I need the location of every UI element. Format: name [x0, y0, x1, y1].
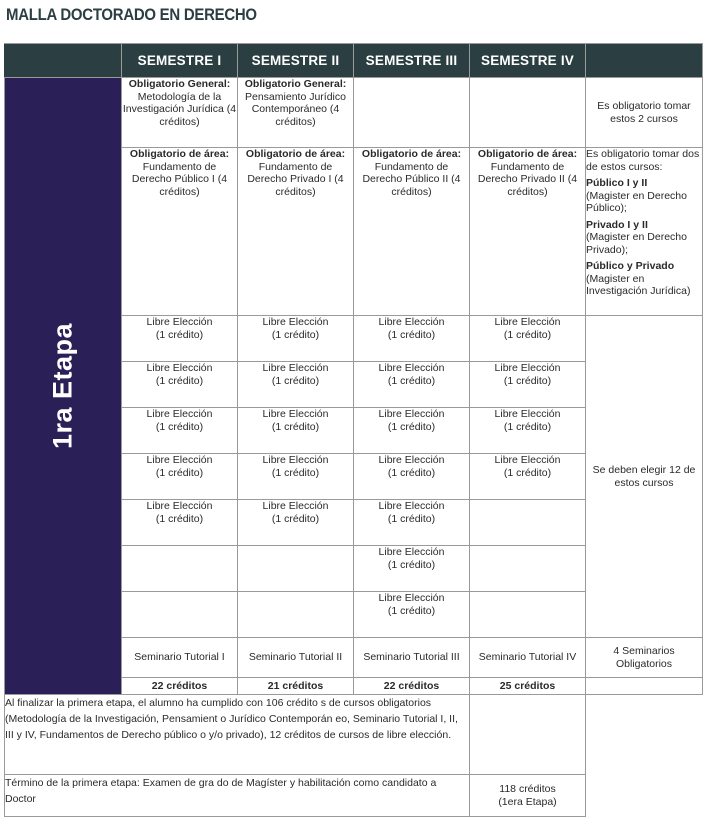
course-cell: Obligatorio General: Metodología de la Investigación Jurídica (4 créditos) — [122, 78, 238, 148]
empty-cell — [470, 546, 586, 592]
side-note-libre: Se deben elegir 12 de estos cursos — [586, 316, 703, 638]
row-obligatorio-general — [5, 78, 703, 148]
empty-cell — [470, 78, 586, 148]
termino-etapa: Término de la primera etapa: Examen de gra do de Magíster y habilitación como candidato a Doctor — [5, 775, 470, 817]
libre-cell: Libre Elección (1 crédito) — [354, 408, 470, 454]
curriculum-table — [4, 43, 703, 817]
page-title: MALLA DOCTORADO EN DERECHO — [6, 5, 257, 24]
course-cell: Obligatorio de área: Fundamento de Derecho Público II (4 créditos) — [354, 148, 470, 316]
libre-cell: Libre Elección (1 crédito) — [238, 500, 354, 546]
row-termino — [5, 775, 703, 817]
etapa-band — [5, 78, 122, 695]
side-note-seminarios: 4 Seminarios Obligatorios — [586, 638, 703, 678]
libre-cell: Libre Elección (1 crédito) — [470, 408, 586, 454]
row-nota-final — [5, 695, 703, 775]
course-cell: Obligatorio de área: Fundamento de Derecho Público I (4 créditos) — [122, 148, 238, 316]
libre-cell: Libre Elección (1 crédito) — [354, 454, 470, 500]
seminario-cell: Seminario Tutorial III — [354, 638, 470, 678]
libre-cell: Libre Elección (1 crédito) — [122, 408, 238, 454]
creditos-cell: 22 créditos — [354, 678, 470, 695]
libre-cell: Libre Elección (1 crédito) — [354, 592, 470, 638]
header-row — [5, 44, 703, 78]
libre-cell: Libre Elección (1 crédito) — [122, 500, 238, 546]
creditos-cell: 21 créditos — [238, 678, 354, 695]
etapa-label: 1ra Etapa — [47, 322, 78, 450]
empty-cell — [354, 78, 470, 148]
header-corner — [5, 44, 122, 78]
libre-cell: Libre Elección (1 crédito) — [238, 316, 354, 362]
seminario-cell: Seminario Tutorial IV — [470, 638, 586, 678]
empty-cell — [470, 592, 586, 638]
libre-cell: Libre Elección (1 crédito) — [470, 454, 586, 500]
libre-cell: Libre Elección (1 crédito) — [470, 316, 586, 362]
header-semestre-3: SEMESTRE III — [354, 44, 470, 78]
side-note-area: Es obligatorio tomar dos de estos cursos: Público I y II (Magister en Derecho Público); Privado I y II (Magister en Derecho Privado); Público y Privado (Magister en Investigación Jurídica) — [586, 148, 703, 316]
side-note: Es obligatorio tomar estos 2 cursos — [586, 78, 703, 148]
course-cell: Obligatorio General: Pensamiento Jurídico Contemporáneo (4 créditos) — [238, 78, 354, 148]
libre-cell: Libre Elección (1 crédito) — [122, 316, 238, 362]
header-side — [586, 44, 703, 78]
nota-final: Al finalizar la primera etapa, el alumno ha cumplido con 106 crédito s de cursos obligatorios (Metodología de la Investigación, Pensamient o Jurídico Contemporán eo, Seminario Tutorial I, II, III y IV, Fundamentos de Derecho público o y/o privado), 12 créditos de cursos de libre elección. — [5, 695, 470, 775]
creditos-cell: 25 créditos — [470, 678, 586, 695]
libre-cell: Libre Elección (1 crédito) — [470, 362, 586, 408]
empty-cell — [470, 695, 586, 775]
seminario-cell: Seminario Tutorial I — [122, 638, 238, 678]
empty-cell — [470, 500, 586, 546]
libre-cell: Libre Elección (1 crédito) — [354, 500, 470, 546]
course-cell: Obligatorio de área: Fundamento de Derecho Privado II (4 créditos) — [470, 148, 586, 316]
course-cell: Obligatorio de área: Fundamento de Derecho Privado I (4 créditos) — [238, 148, 354, 316]
libre-cell: Libre Elección (1 crédito) — [238, 408, 354, 454]
empty-cell — [122, 592, 238, 638]
empty-cell — [238, 546, 354, 592]
seminario-cell: Seminario Tutorial II — [238, 638, 354, 678]
empty-cell — [586, 678, 703, 695]
header-semestre-4: SEMESTRE IV — [470, 44, 586, 78]
creditos-cell: 22 créditos — [122, 678, 238, 695]
empty-cell — [238, 592, 354, 638]
header-semestre-1: SEMESTRE I — [122, 44, 238, 78]
empty-cell — [122, 546, 238, 592]
libre-cell: Libre Elección (1 crédito) — [354, 546, 470, 592]
libre-cell: Libre Elección (1 crédito) — [354, 362, 470, 408]
header-semestre-2: SEMESTRE II — [238, 44, 354, 78]
side-note-termino: 118 créditos (1era Etapa) — [470, 775, 586, 817]
libre-cell: Libre Elección (1 crédito) — [238, 454, 354, 500]
libre-cell: Libre Elección (1 crédito) — [122, 362, 238, 408]
libre-cell: Libre Elección (1 crédito) — [122, 454, 238, 500]
libre-cell: Libre Elección (1 crédito) — [354, 316, 470, 362]
libre-cell: Libre Elección (1 crédito) — [238, 362, 354, 408]
